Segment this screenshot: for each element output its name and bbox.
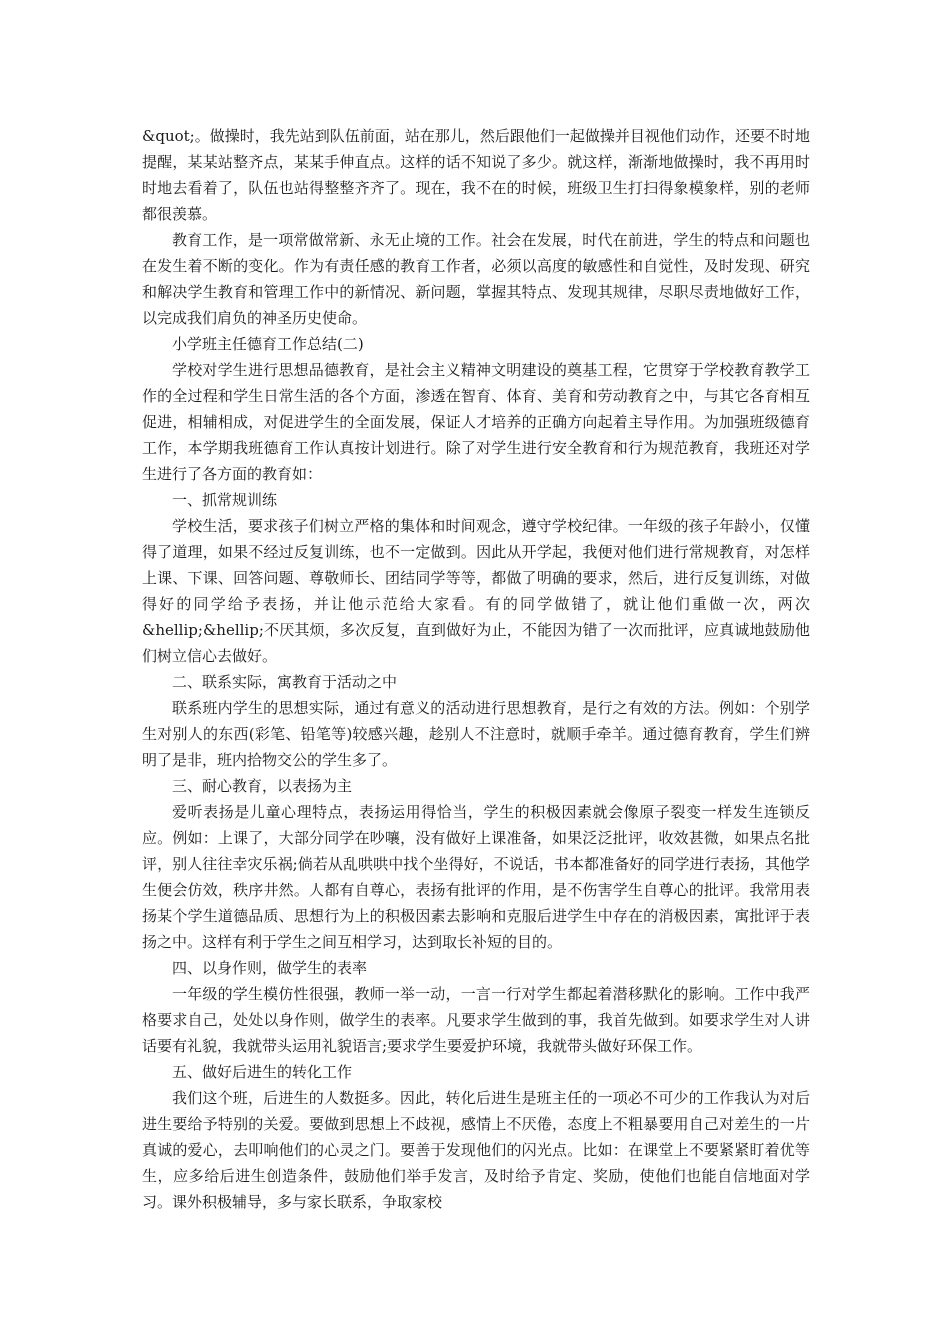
paragraph-intro: 学校对学生进行思想品德教育，是社会主义精神文明建设的奠基工程，它贯穿于学校教育教学工作的全过程和学生日常生活的各个方面，渗透在智育、体育、美育和劳动教育之中，与其它各育相互促进，相辅相成，对促进学生的全面发展，保证人才培养的正确方向起着主导作用。为加强班级德育工作，本学期我班德育工作认真按计划进行。除了对学生进行安全教育和行为规范教育，我班还对学生进行了各方面的教育如：: [142, 361, 810, 483]
heading-4: 四、以身作则，做学生的表率: [172, 959, 368, 977]
paragraph-education-work: 教育工作，是一项常做常新、永无止境的工作。社会在发展，时代在前进，学生的特点和问题也在发生着不断的变化。作为有责任感的教育工作者，必须以高度的敏感性和自觉性，及时发现、研究和解决学生教育和管理工作中的新情况、新问题，掌握其特点、发现其规律，尽职尽责地做好工作，以完成我们肩负的神圣历史使命。: [142, 231, 810, 327]
heading-3: 三、耐心教育，以表扬为主: [172, 777, 353, 795]
section-title: 小学班主任德育工作总结(二): [172, 335, 364, 353]
paragraph-1: 学校生活，要求孩子们树立严格的集体和时间观念，遵守学校纪律。一年级的孩子年龄小，仅懂得了道理，如果不经过反复训练，也不一定做到。因此从开学起，我便对他们进行常规教育，对怎样上课、下课、回答问题、尊敬师长、团结同学等等，都做了明确的要求，然后，进行反复训练，对做得好的同学给予表扬，并让他示范给大家看。有的同学做错了，就让他们重做一次，两次&hellip;&hellip;不厌其烦，多次反复，直到做好为止，不能因为错了一次而批评，应真诚地鼓励他们树立信心去做好。: [142, 517, 810, 665]
document-body: [142, 123, 810, 1215]
paragraph-5: 我们这个班，后进生的人数挺多。因此，转化后进生是班主任的一项必不可少的工作我认为对后进生要给予特别的关爱。要做到思想上不歧视，感情上不厌倦，态度上不粗暴要用自己对差生的一片真诚的爱心，去叩响他们的心灵之门。要善于发现他们的闪光点。比如：在课堂上不要紧紧盯着优等生，应多给后进生创造条件，鼓励他们举手发言，及时给予肯定、奖励，使他们也能自信地面对学习。课外积极辅导，多与家长联系，争取家校: [142, 1089, 810, 1211]
paragraph-continuation: &quot;。做操时，我先站到队伍前面，站在那儿，然后跟他们一起做操并目视他们动作，还要不时地提醒，某某站整齐点，某某手伸直点。这样的话不知说了多少。就这样，渐渐地做操时，我不再用时时地去看着了，队伍也站得整整齐齐了。现在，我不在的时候，班级卫生打扫得象模象样，别的老师都很羡慕。: [142, 127, 810, 223]
heading-2: 二、联系实际，寓教育于活动之中: [172, 673, 398, 691]
heading-5: 五、做好后进生的转化工作: [172, 1063, 353, 1081]
paragraph-4: 一年级的学生模仿性很强，教师一举一动，一言一行对学生都起着潜移默化的影响。工作中我严格要求自己，处处以身作则，做学生的表率。凡要求学生做到的事，我首先做到。如要求学生对人讲话要有礼貌，我就带头运用礼貌语言;要求学生要爱护环境，我就带头做好环保工作。: [142, 985, 810, 1055]
paragraph-2: 联系班内学生的思想实际，通过有意义的活动进行思想教育，是行之有效的方法。例如：个别学生对别人的东西(彩笔、铅笔等)较感兴趣，趁别人不注意时，就顺手牵羊。通过德育教育，学生们辨明了是非，班内拾物交公的学生多了。: [142, 699, 810, 769]
heading-1: 一、抓常规训练: [172, 491, 278, 509]
paragraph-3: 爱听表扬是儿童心理特点，表扬运用得恰当，学生的积极因素就会像原子裂变一样发生连锁反应。例如：上课了，大部分同学在吵嚷，没有做好上课准备，如果泛泛批评，收效甚微，如果点名批评，别人往往幸灾乐祸;倘若从乱哄哄中找个坐得好，不说话，书本都准备好的同学进行表扬，其他学生便会仿效，秩序井然。人都有自尊心，表扬有批评的作用，是不伤害学生自尊心的批评。我常用表扬某个学生道德品质、思想行为上的积极因素去影响和克服后进学生中存在的消极因素，寓批评于表扬之中。这样有利于学生之间互相学习，达到取长补短的目的。: [142, 803, 810, 951]
